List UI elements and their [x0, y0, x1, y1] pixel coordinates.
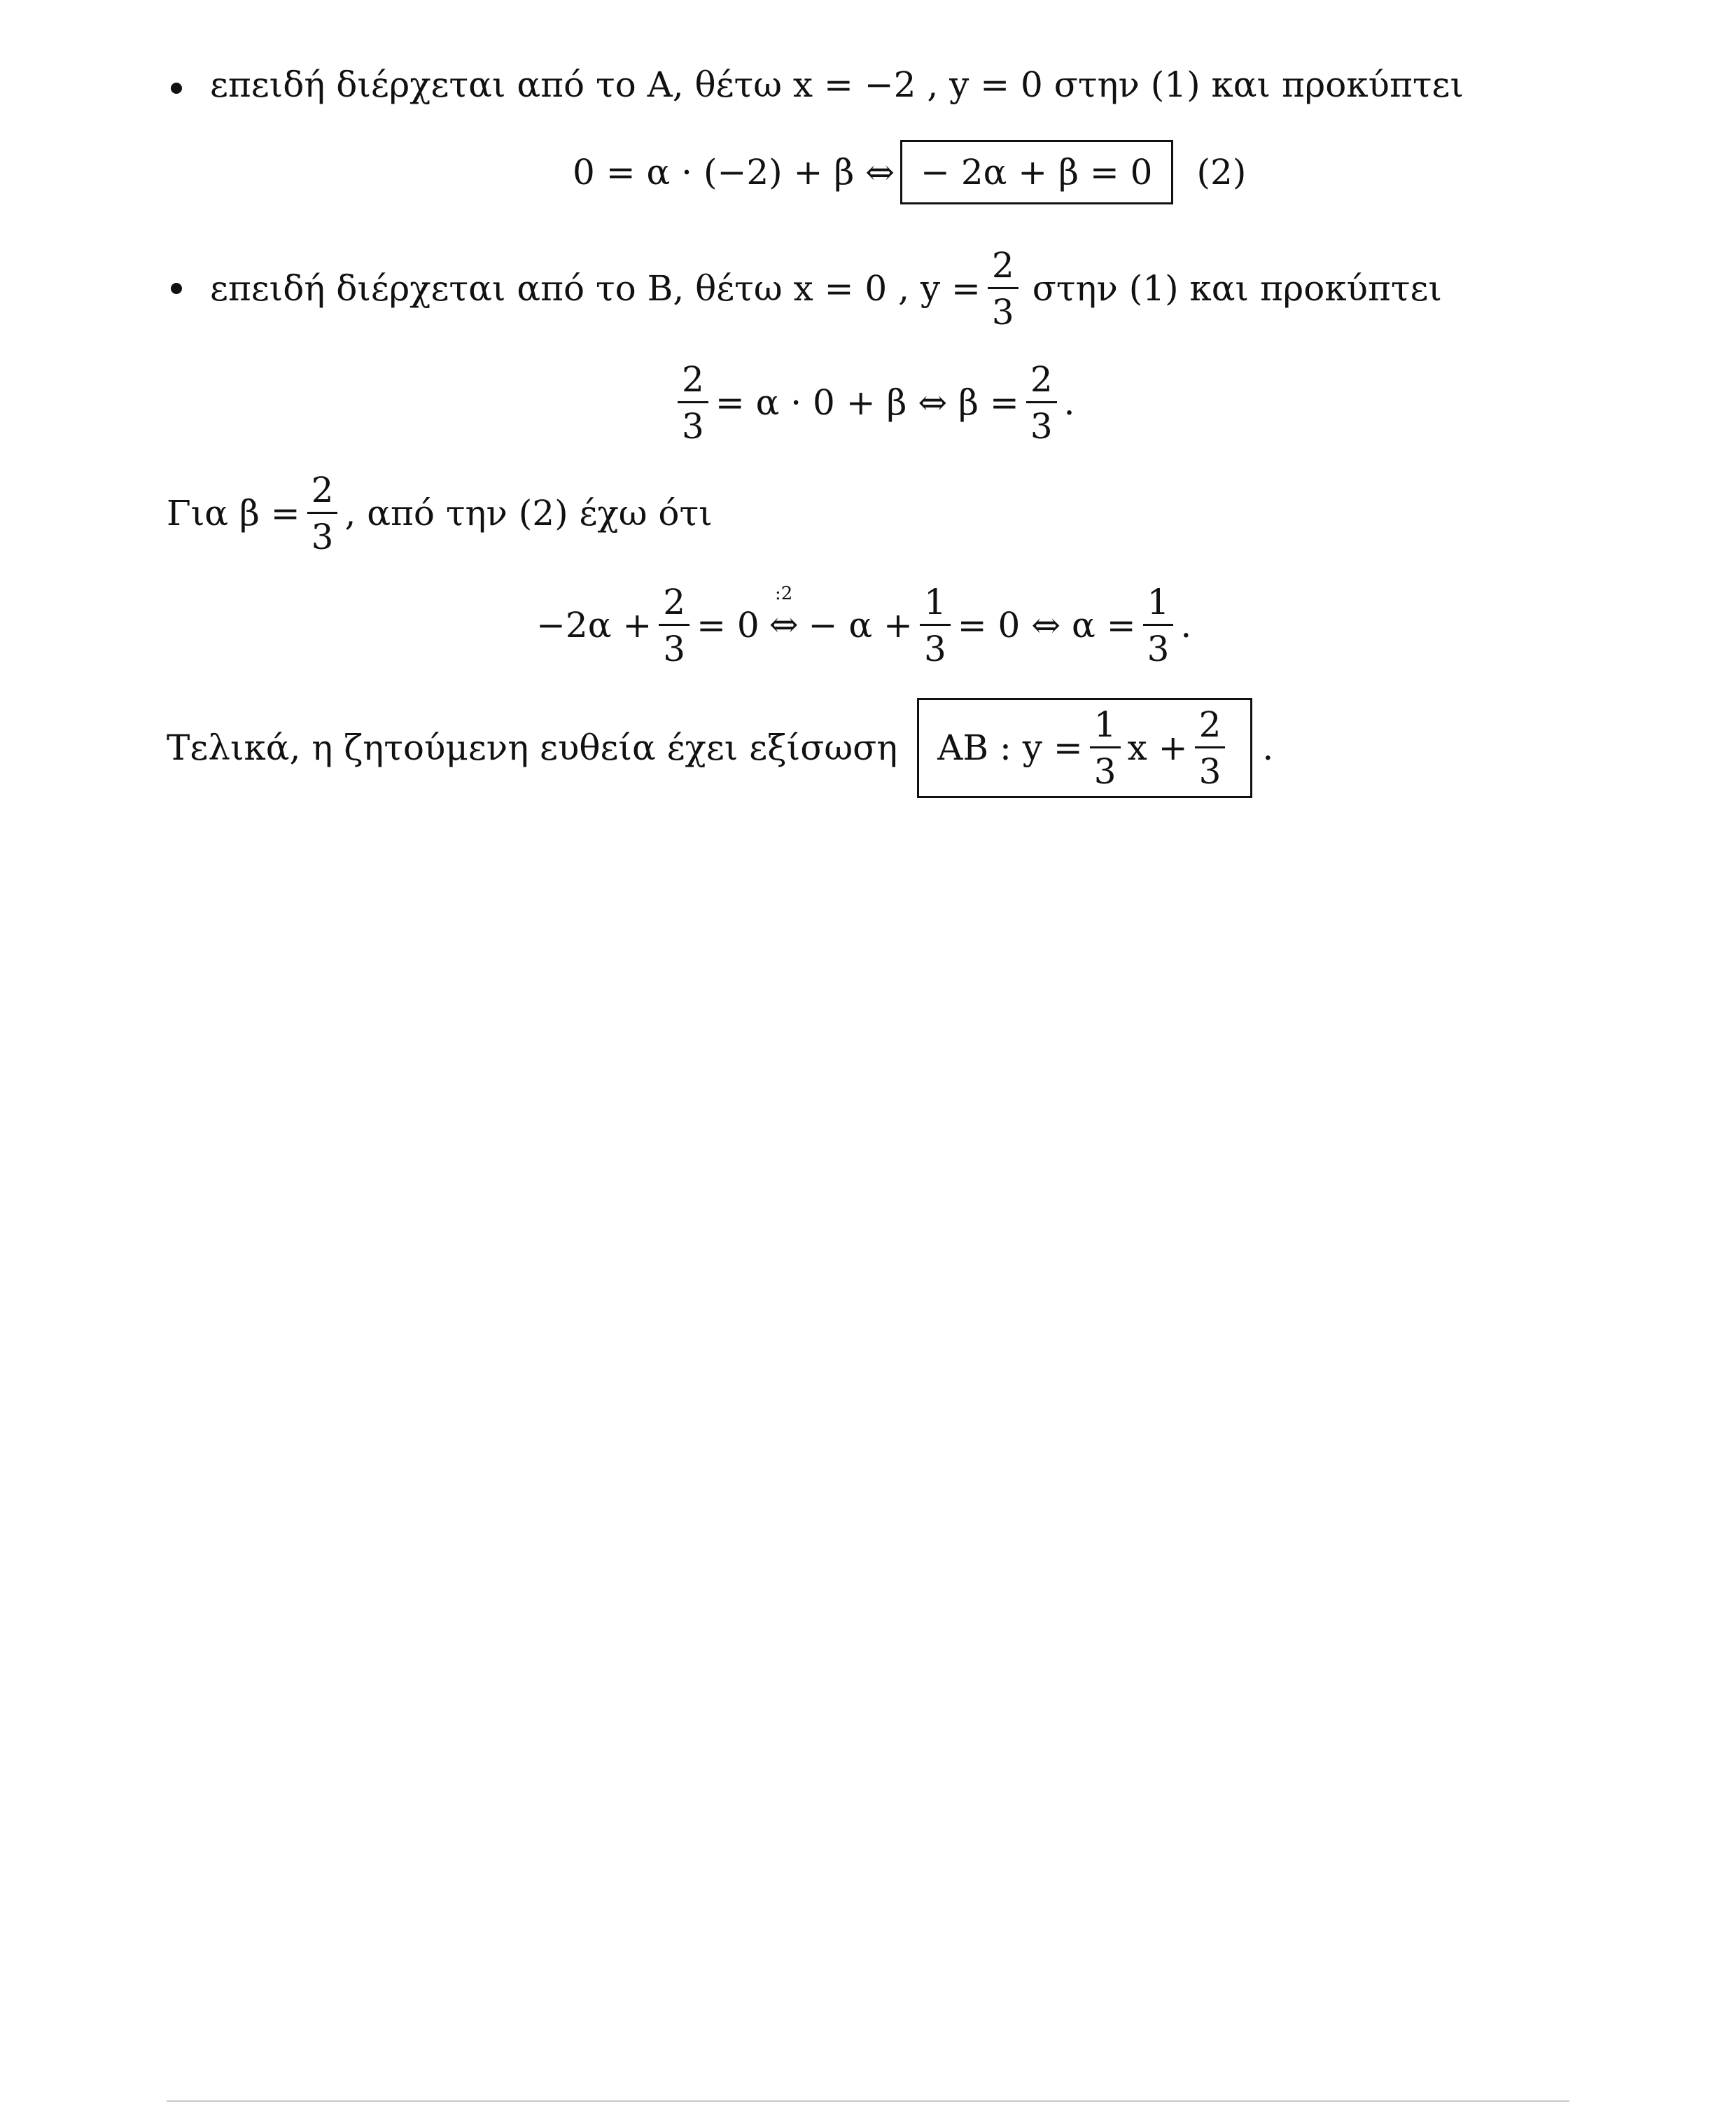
equation-3-fraction-2: [920, 581, 951, 669]
final-text: Τελικά, η ζητούμενη ευθεία έχει εξίσωση: [167, 727, 898, 768]
division-annotation: :2: [774, 583, 793, 604]
fraction-denominator: 3: [311, 516, 334, 557]
equation-3-fraction-1: [659, 581, 690, 669]
equation-3-period: .: [1180, 605, 1192, 646]
fraction-numerator: 2: [1198, 704, 1222, 745]
equation-2-middle: = α · 0 + β ⇔ β =: [715, 382, 1019, 423]
equation-2-fraction-1: [678, 358, 708, 447]
fraction-denominator: 3: [1093, 751, 1116, 792]
final-lhs: AB : y =: [937, 727, 1083, 768]
final-x-term: x +: [1127, 727, 1188, 768]
fraction-denominator: 3: [663, 628, 686, 669]
equation-3-part-c: − α +: [808, 605, 913, 646]
equivalence-arrow: ⇔: [769, 604, 799, 645]
equation-3-part-b: = 0: [696, 605, 760, 646]
fraction-denominator: 3: [1147, 628, 1170, 669]
equation-3-part-d: = 0 ⇔ α =: [957, 605, 1136, 646]
footer-divider: [167, 2100, 1569, 2102]
line-2-after: στην (1) και προκύπτει: [1032, 268, 1443, 309]
equation-1-boxed-text: − 2α + β = 0: [920, 152, 1153, 193]
equation-3-division-arrow: [769, 583, 799, 645]
final-fraction-2: [1195, 704, 1226, 792]
text-line-2: [210, 244, 1442, 333]
equation-2: [678, 356, 1075, 449]
equation-3-fraction-3: [1143, 581, 1174, 669]
fraction-numerator: 1: [1093, 704, 1116, 745]
fraction-numerator: 2: [682, 358, 704, 400]
equation-1: [573, 143, 1246, 202]
final-fraction-1: [1090, 704, 1121, 792]
equation-3: [536, 573, 1191, 678]
bullet-1: [171, 83, 182, 94]
final-line: [167, 696, 1273, 800]
fraction-numerator: 2: [663, 581, 686, 622]
fraction-numerator: 2: [311, 469, 334, 510]
final-boxed-equation: [917, 698, 1252, 798]
text-line-3: [167, 466, 713, 560]
bullet-2: [171, 283, 182, 294]
fraction-denominator: 3: [682, 405, 704, 447]
fraction-numerator: 2: [1030, 358, 1053, 400]
equation-1-lhs: 0 = α · (−2) + β ⇔: [573, 152, 895, 193]
final-period: .: [1262, 727, 1274, 768]
text-line-1: επειδή διέρχεται από το Α, θέτω x = −2 , y = 0 στην (1) και προκύπτει: [210, 64, 1464, 105]
fraction-denominator: 3: [1030, 405, 1053, 447]
fraction-numerator: 1: [923, 581, 946, 622]
line-2-fraction: [988, 244, 1018, 333]
line-3-before: Για β =: [167, 493, 300, 534]
equation-1-tag: (2): [1196, 152, 1247, 193]
fraction-numerator: 1: [1147, 581, 1170, 622]
line-2-before: επειδή διέρχεται από το Β, θέτω x = 0 , y =: [210, 268, 981, 309]
equation-3-part-a: −2α +: [536, 605, 652, 646]
equation-2-fraction-2: [1026, 358, 1057, 447]
equation-2-period: .: [1063, 382, 1075, 423]
line-3-fraction: [307, 469, 338, 557]
line-3-after: , από την (2) έχω ότι: [344, 493, 713, 534]
fraction-denominator: 3: [991, 291, 1014, 333]
fraction-numerator: 2: [991, 244, 1014, 286]
equation-1-boxed: [900, 140, 1172, 204]
fraction-denominator: 3: [923, 628, 946, 669]
fraction-denominator: 3: [1198, 751, 1222, 792]
